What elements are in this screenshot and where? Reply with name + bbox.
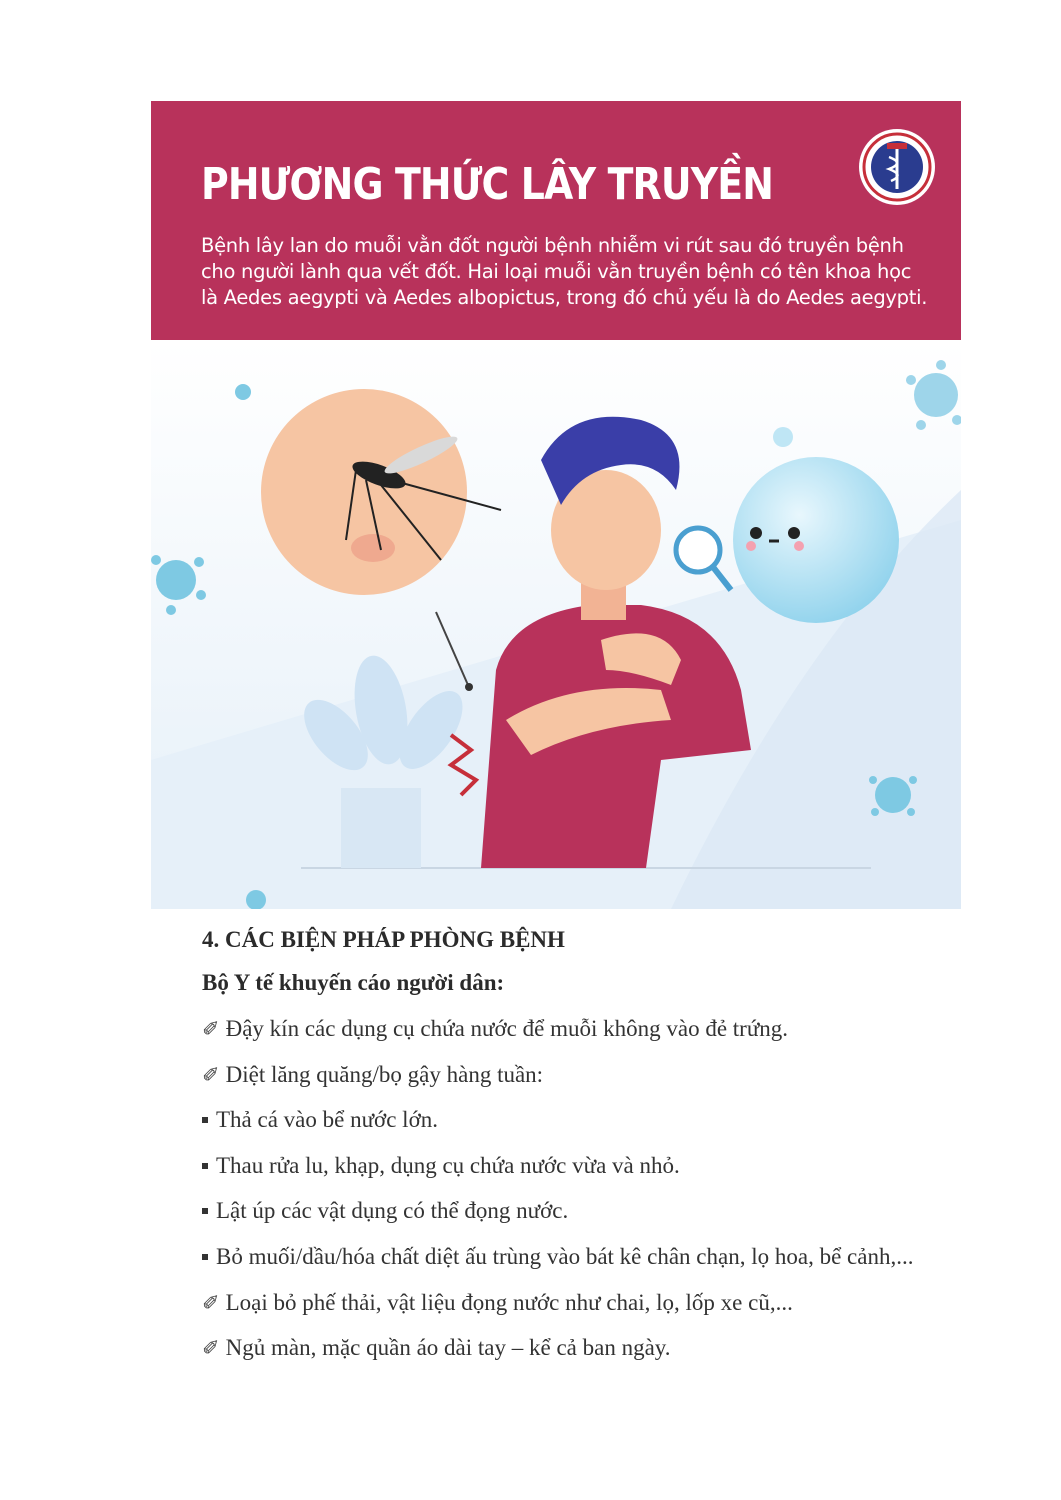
ministry-seal-icon xyxy=(857,127,937,207)
list-item xyxy=(202,1234,982,1280)
illustration-scene xyxy=(151,340,961,909)
infographic-body: Bệnh lây lan do muỗi vằn đốt người bệnh nhiễm vi rút sau đó truyền bệnh cho người lành qua vết đốt. Hai loại muỗi vằn truyền bệnh có tên khoa học là Aedes aegypti và Aedes albopictus, trong đó chủ yếu là do Aedes aegypti. xyxy=(201,234,928,309)
section-subheading: Bộ Y tế khuyến cáo người dân: xyxy=(202,970,505,995)
list-item-text: Ngủ màn, mặc quần áo dài tay – kể cả ban ngày. xyxy=(225,1335,671,1361)
list-item-text: Bỏ muối/dầu/hóa chất diệt ấu trùng vào bát kê chân chạn, lọ hoa, bể cảnh,... xyxy=(216,1243,914,1269)
checkmark-icon: ✐ xyxy=(202,1336,220,1361)
bullet-square-icon xyxy=(202,1117,208,1123)
infographic-title: PHƯƠNG THỨC LÂY TRUYỀN xyxy=(201,159,774,210)
list-item xyxy=(202,1052,982,1098)
bullet-square-icon xyxy=(202,1208,208,1214)
recommendation-list xyxy=(202,1006,982,1371)
checkmark-icon: ✐ xyxy=(202,1290,220,1315)
list-item xyxy=(202,1188,982,1234)
list-item-text: Lật úp các vật dụng có thể đọng nước. xyxy=(216,1198,569,1224)
list-item xyxy=(202,1280,982,1326)
prevention-section xyxy=(202,920,982,1371)
checkmark-icon: ✐ xyxy=(202,1017,220,1041)
bullet-square-icon xyxy=(202,1163,208,1169)
list-item xyxy=(202,1097,982,1143)
list-item-text: Đậy kín các dụng cụ chứa nước để muỗi không vào đẻ trứng. xyxy=(225,1016,789,1041)
infographic xyxy=(151,101,961,909)
list-item xyxy=(202,1006,982,1052)
list-item xyxy=(202,1143,982,1189)
bullet-square-icon xyxy=(202,1254,208,1260)
banner xyxy=(151,101,961,340)
virus-icon xyxy=(869,776,917,816)
list-item-text: Diệt lăng quăng/bọ gậy hàng tuần: xyxy=(225,1061,544,1087)
list-item-text: Thau rửa lu, khạp, dụng cụ chứa nước vừa và nhỏ. xyxy=(216,1152,680,1178)
checkmark-icon: ✐ xyxy=(202,1062,220,1087)
list-item xyxy=(202,1325,982,1371)
list-item-text: Loại bỏ phế thải, vật liệu đọng nước như chai, lọ, lốp xe cũ,... xyxy=(225,1289,793,1315)
list-item-text: Thả cá vào bể nước lớn. xyxy=(216,1107,438,1133)
section-heading: 4. CÁC BIỆN PHÁP PHÒNG BỆNH xyxy=(202,927,565,952)
